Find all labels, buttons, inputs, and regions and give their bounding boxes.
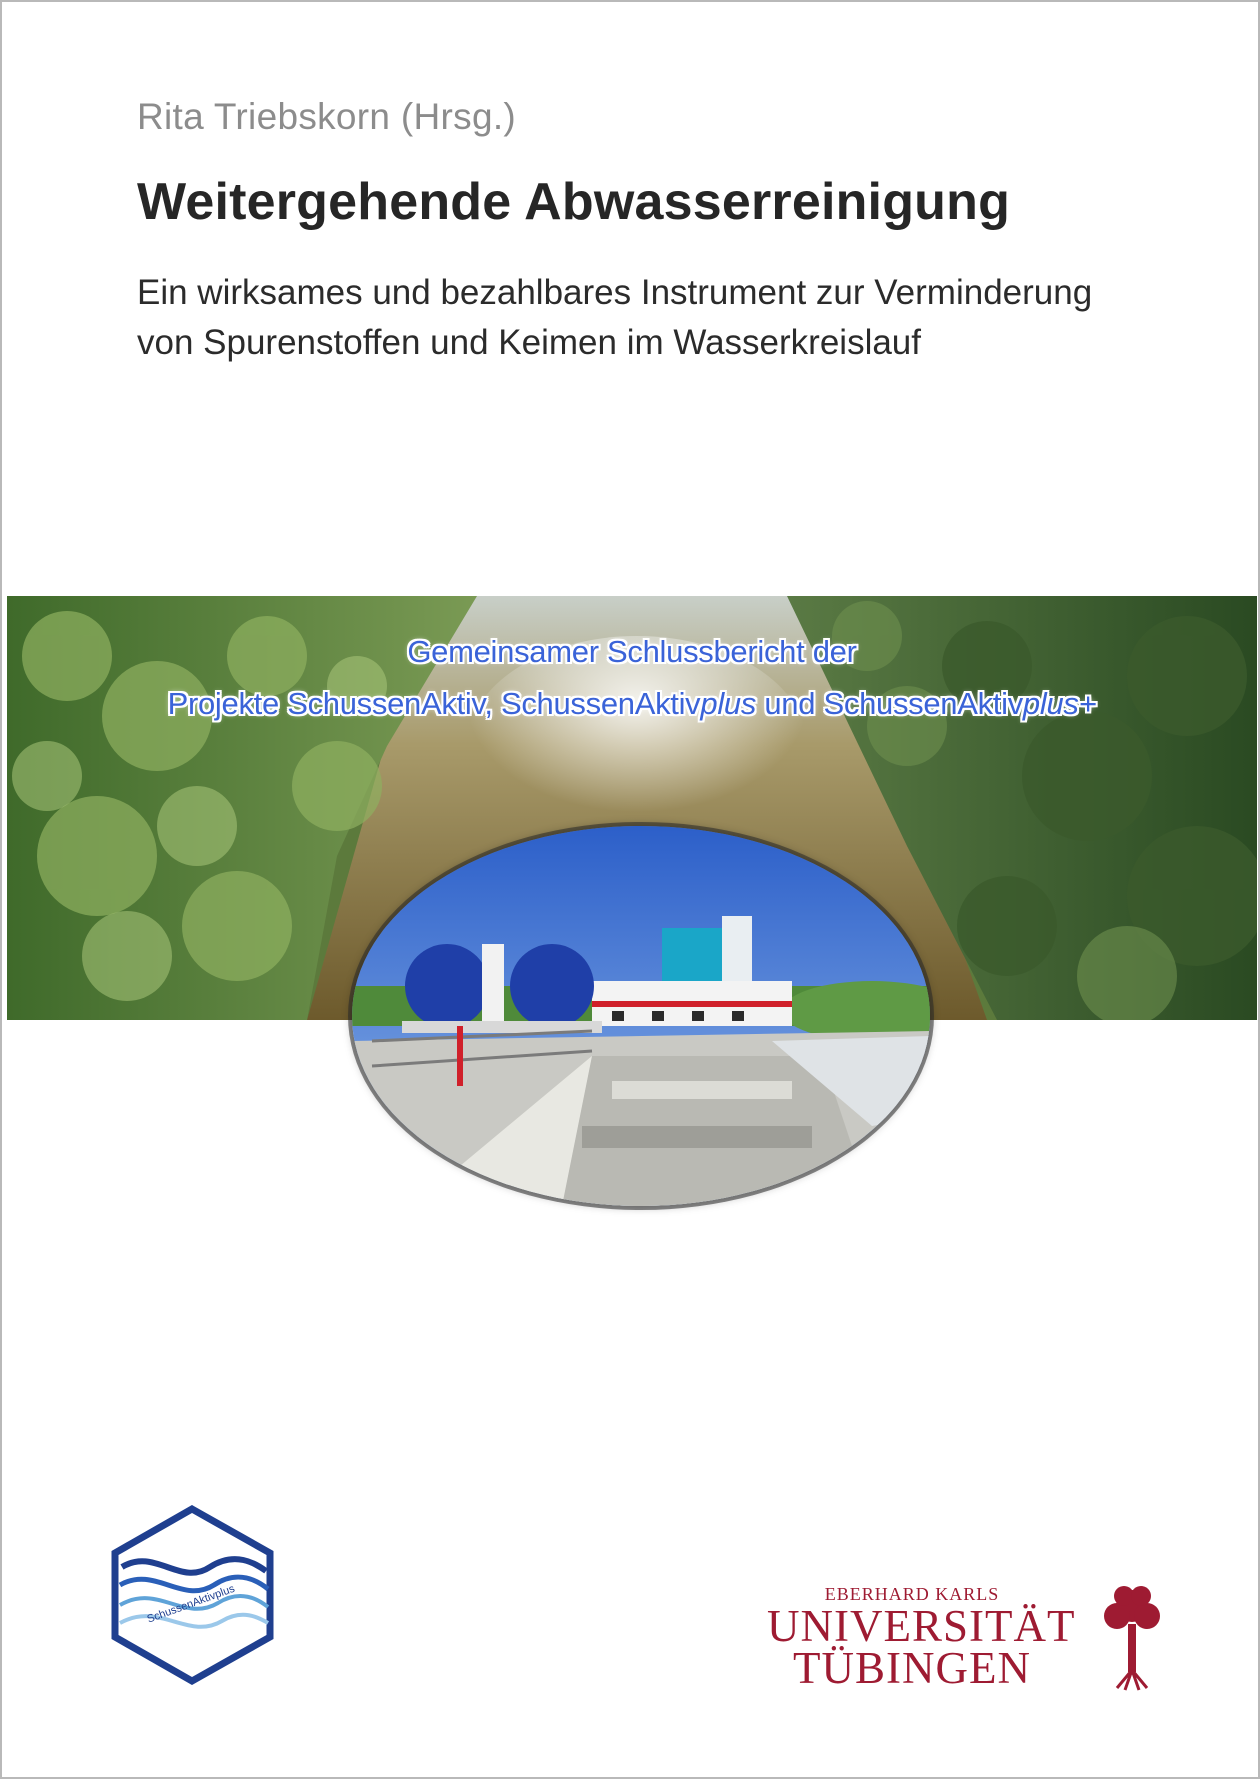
banner-caption-part: und SchussenAktiv — [756, 686, 1023, 721]
cover-author: Rita Triebskorn (Hrsg.) — [137, 96, 517, 137]
banner-caption-part: Projekte SchussenAktiv, SchussenAktiv — [167, 686, 701, 721]
university-name-line-2: TÜBINGEN — [793, 1643, 1031, 1693]
university-tuebingen-logo — [767, 1584, 1177, 1694]
treatment-plant-photo — [352, 826, 930, 1206]
logo-lettering: SchussenAktivplus — [145, 1582, 237, 1626]
cover-title: Weitergehende Abwasserreinigung — [137, 173, 1011, 231]
banner-caption — [7, 626, 1257, 730]
banner-caption-italic: plus — [700, 686, 757, 721]
palm-tree-icon — [1097, 1584, 1167, 1694]
treatment-plant-image — [352, 826, 930, 1206]
schussenaktivplus-logo — [110, 1505, 275, 1685]
university-small-line: EBERHARD KARLS — [824, 1584, 1000, 1604]
university-name-line-1: UNIVERSITÄT — [767, 1601, 1076, 1651]
banner-caption-line-1: Gemeinsamer Schlussbericht der — [407, 634, 857, 669]
cover-subtitle: Ein wirksames und bezahlbares Instrument zur Verminderung von Spurenstoffen und Keimen im Wasserkreislauf — [137, 273, 1093, 362]
banner-caption-italic: plus+ — [1022, 686, 1097, 721]
banner-caption-line-2 — [7, 678, 1257, 730]
